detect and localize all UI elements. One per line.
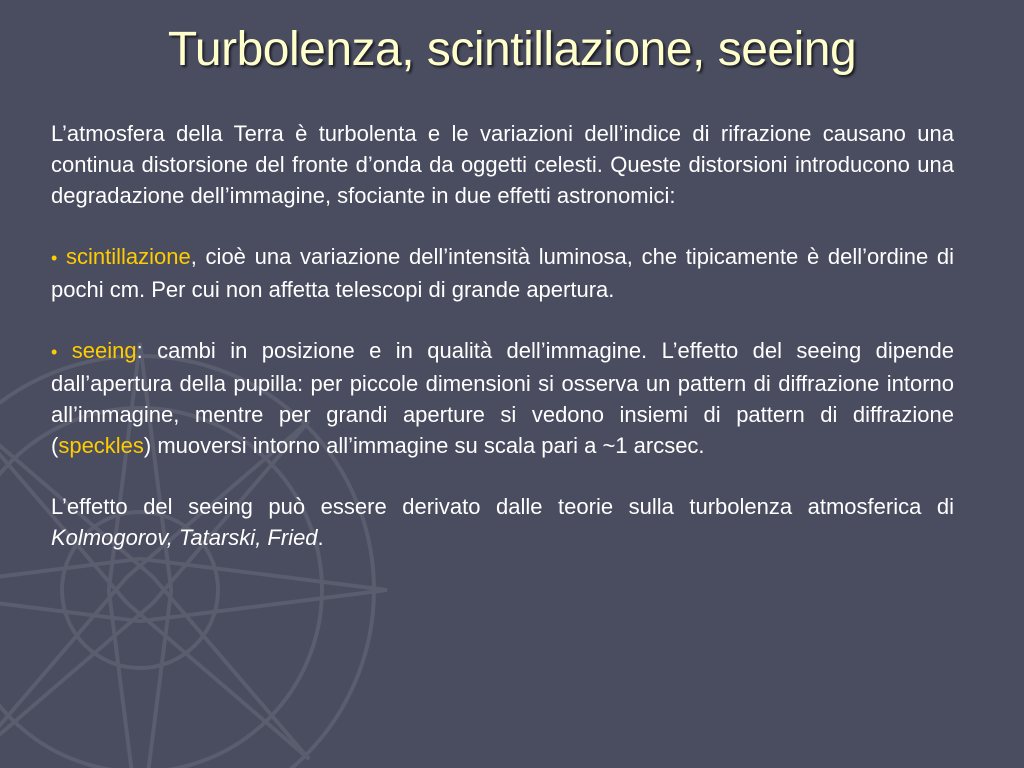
- seeing-text-after: ) muoversi intorno all’immagine su scala pari a ~1 arcsec.: [143, 433, 705, 458]
- bullet-scintillazione: [51, 241, 954, 305]
- term-speckles: speckles: [58, 433, 144, 458]
- intro-text: L’atmosfera della Terra è turbolenta e le variazioni dell’indice di rifrazione causano una continua distorsione del fronte d’onda da oggetti celesti. Queste distorsioni introducono una degradazione dell’immagine, sfociante in due effetti astronomici:: [51, 121, 954, 208]
- closing-paragraph: [51, 491, 954, 553]
- bullet-marker: •: [51, 248, 58, 268]
- scintillazione-text: , cioè una variazione dell’intensità luminosa, che tipicamente è dell’ordine di pochi cm. Per cui non affetta telescopi di grande apertura.: [51, 244, 954, 302]
- seeing-text-before: : cambi in posizione e in qualità dell’immagine. L’effetto del seeing dipende dall’apertura della pupilla: per piccole dimensioni si osserva un pattern di diffrazione intorno all’immagine, mentre per grandi aperture si vedono insiemi di pattern di diffrazione (: [51, 338, 954, 458]
- intro-paragraph: [51, 118, 954, 211]
- slide-title: Turbolenza, scintillazione, seeing: [167, 23, 857, 76]
- term-scintillazione: scintillazione: [66, 244, 191, 269]
- closing-end: .: [317, 525, 324, 550]
- term-seeing: seeing: [71, 338, 137, 363]
- closing-names: Kolmogorov, Tatarski, Fried: [51, 525, 318, 550]
- bullet-seeing: [51, 335, 954, 461]
- slide-body: [51, 118, 954, 583]
- closing-text: L’effetto del seeing può essere derivato dalle teorie sulla turbolenza atmosferica di: [51, 494, 954, 519]
- bullet-marker: •: [51, 342, 58, 362]
